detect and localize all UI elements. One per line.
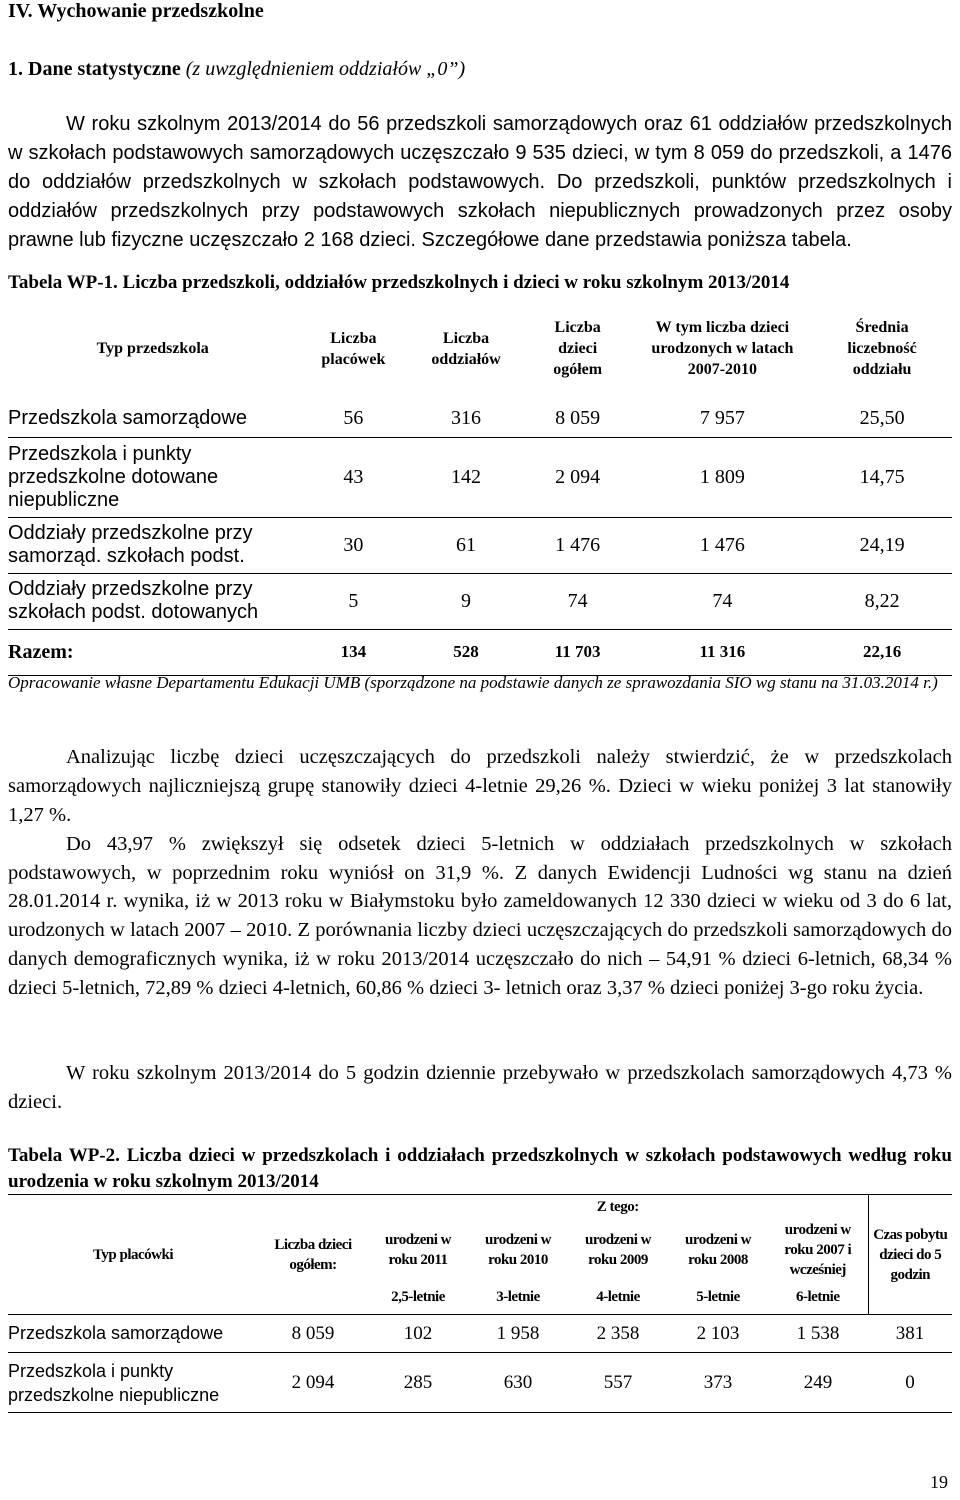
table-row: [8, 1353, 952, 1413]
table-cell: 56: [297, 401, 409, 437]
table1-caption: Tabela WP-1. Liczba przedszkoli, oddziałów przedszkolnych i dzieci w roku szkolnym 2013/2014: [8, 272, 790, 293]
table-cell: 43: [297, 437, 409, 517]
subsection-name: Dane statystyczne: [28, 58, 181, 80]
table-cell: 142: [409, 437, 522, 517]
table-wp2: [8, 1194, 952, 1413]
table2-header-type: Typ placówki: [8, 1195, 258, 1315]
table-cell: 2 103: [696, 1322, 740, 1344]
table-cell: 528: [409, 629, 522, 675]
row-label: Przedszkola samorządowe: [8, 401, 297, 437]
table-cell: 373: [703, 1371, 733, 1393]
table2-header-age: 3-letnie: [496, 1289, 540, 1306]
table2-header-group: Z tego:: [596, 1198, 639, 1215]
table-cell: 8 059: [523, 401, 633, 437]
table1-header-children: Liczba dzieci ogółem: [553, 319, 603, 378]
table-cell: 134: [297, 629, 409, 675]
table-row: [8, 517, 952, 573]
table-cell: 25,50: [812, 401, 952, 437]
table1-header-born: W tym liczba dzieci urodzonych w latach 2007-2010: [651, 319, 794, 378]
table-cell: 2 094: [523, 437, 633, 517]
table1-header-average: Średnia liczebność oddziału: [847, 319, 917, 378]
table-cell: 22,16: [812, 629, 952, 675]
paragraph-4: W roku szkolnym 2013/2014 do 5 godzin dziennie przebywało w przedszkolach samorządowych 4,73 % dzieci.: [8, 1062, 952, 1113]
section-title: IV. Wychowanie przedszkolne: [8, 0, 264, 22]
page-number: 19: [930, 1472, 948, 1492]
table-cell: 0: [905, 1371, 915, 1393]
table2-header-year: urodzeni w roku 2010: [485, 1231, 551, 1268]
table-row: [8, 401, 952, 437]
table2-header-total: Liczba dzieci ogółem:: [258, 1195, 368, 1315]
table-cell: 1 476: [633, 517, 813, 573]
table-cell: 2 094: [291, 1371, 335, 1393]
table-cell: 1 538: [796, 1322, 840, 1344]
table-row: [8, 573, 952, 629]
table-cell: 2 358: [596, 1322, 640, 1344]
table2-header-age: 4-letnie: [596, 1289, 640, 1306]
table-cell: 24,19: [812, 517, 952, 573]
row-label: Przedszkola samorządowe: [8, 1323, 224, 1343]
row-label: Oddziały przedszkolne przy samorząd. szkołach podst.: [8, 517, 297, 573]
table-cell: 30: [297, 517, 409, 573]
table1-header-units: Liczba oddziałów: [431, 329, 501, 368]
table-cell: 1 476: [523, 517, 633, 573]
table-wp1: [8, 296, 952, 676]
table-cell: 74: [633, 573, 813, 629]
table-cell: 74: [523, 573, 633, 629]
table2-header-year: urodzeni w roku 2009: [585, 1231, 651, 1268]
subsection-note: (z uwzględnieniem oddziałów „0”): [185, 58, 466, 80]
table-cell: 1 809: [633, 437, 813, 517]
table2-header-year: urodzeni w roku 2011: [385, 1231, 451, 1268]
table-cell: 249: [803, 1371, 833, 1393]
table-cell: 11 703: [523, 629, 633, 675]
table-cell: 381: [895, 1322, 925, 1344]
row-label: Przedszkola i punkty przedszkolne dotowane niepubliczne: [8, 437, 297, 517]
table2-header-age: 5-letnie: [696, 1289, 740, 1306]
table-cell: 8,22: [812, 573, 952, 629]
table1-header-type: Typ przedszkola: [96, 340, 209, 357]
table1-header-facilities: Liczba placówek: [321, 329, 386, 368]
table-cell: 8 059: [291, 1322, 335, 1344]
table-row: [8, 437, 952, 517]
row-label: Przedszkola i punkty przedszkolne niepubliczne: [8, 1360, 220, 1405]
table-cell: 11 316: [633, 629, 813, 675]
table2-header-year: urodzeni w roku 2008: [685, 1231, 751, 1268]
table-cell: 1 958: [496, 1322, 540, 1344]
table-cell: 557: [603, 1371, 633, 1393]
table-cell: 9: [409, 573, 522, 629]
paragraph-1: W roku szkolnym 2013/2014 do 56 przedszkoli samorządowych oraz 61 oddziałów przedszkolnych w szkołach podstawowych samorządowych uczęszczało 9 535 dzieci, w tym 8 059 do przedszkoli, a 1476 do oddziałów przedszkolnych w szkołach podstawowych. Do przedszkoli, punktów przedszkolnych i oddziałów przedszkolnych przy podstawowych szkołach niepublicznych prowadzonych przez osoby prawne lub fizyczne uczęszczało 2 168 dzieci. Szczegółowe dane przedstawia poniższa tabela.: [8, 113, 952, 251]
table-cell: 102: [403, 1322, 433, 1344]
subsection-number: 1.: [8, 58, 23, 80]
table2-header-year: urodzeni w roku 2007 i wcześniej: [784, 1221, 852, 1278]
total-label: Razem:: [8, 629, 297, 675]
table2-header-age: 6-letnie: [796, 1289, 840, 1306]
table2-header-time: Czas pobytu dzieci do 5 godzin: [868, 1195, 952, 1315]
table-cell: 285: [403, 1371, 433, 1393]
table-total-row: [8, 629, 952, 675]
table-cell: 630: [503, 1371, 533, 1393]
table-cell: 14,75: [812, 437, 952, 517]
table1-header-row: [8, 296, 952, 401]
paragraph-3: Do 43,97 % zwiększył się odsetek dzieci 5-letnich w oddziałach przedszkolnych w szkołach podstawowych, w poprzednim roku wyniósł on 31,9 %. Z danych Ewidencji Ludności wg stanu na dzień 28.01.2014 r. wynika, iż w 2013 roku w Białymstoku było zameldowanych 12 330 dzieci w wieku od 3 do 6 lat, urodzonych w latach 2007 – 2010. Z porównania liczby dzieci uczęszczających do przedszkoli samorządowych do danych demograficznych wynika, iż w roku 2013/2014 uczęszczało do nich – 54,91 % dzieci 6-letnich, 68,34 % dzieci 5-letnich, 72,89 % dzieci 4-letnich, 60,86 % dzieci 3- letnich oraz 3,37 % dzieci poniżej 3-go roku życia.: [8, 833, 952, 999]
table-cell: 316: [409, 401, 522, 437]
table2-header-age: 2,5-letnie: [391, 1289, 445, 1306]
paragraph-2: Analizując liczbę dzieci uczęszczających do przedszkoli należy stwierdzić, że w przedszkolach samorządowych najliczniejszą grupę stanowiły dzieci 4-letnie 29,26 %. Dzieci w wieku poniżej 3 lat stanowiły 1,27 %.: [8, 746, 952, 826]
table-cell: 7 957: [633, 401, 813, 437]
subsection-title: [8, 58, 465, 81]
table2-caption: Tabela WP-2. Liczba dzieci w przedszkolach i oddziałach przedszkolnych w szkołach podstawowych według roku urodzenia w roku szkolnym 2013/2014: [8, 1145, 952, 1192]
table-cell: 61: [409, 517, 522, 573]
table-cell: 5: [297, 573, 409, 629]
table-row: [8, 1315, 952, 1353]
table1-source-note: Opracowanie własne Departamentu Edukacji UMB (sporządzone na podstawie danych ze sprawozdania SIO wg stanu na 31.03.2014 r.): [8, 673, 938, 692]
row-label: Oddziały przedszkolne przy szkołach podst. dotowanych: [8, 573, 297, 629]
table2-header-row-1: [8, 1195, 952, 1219]
